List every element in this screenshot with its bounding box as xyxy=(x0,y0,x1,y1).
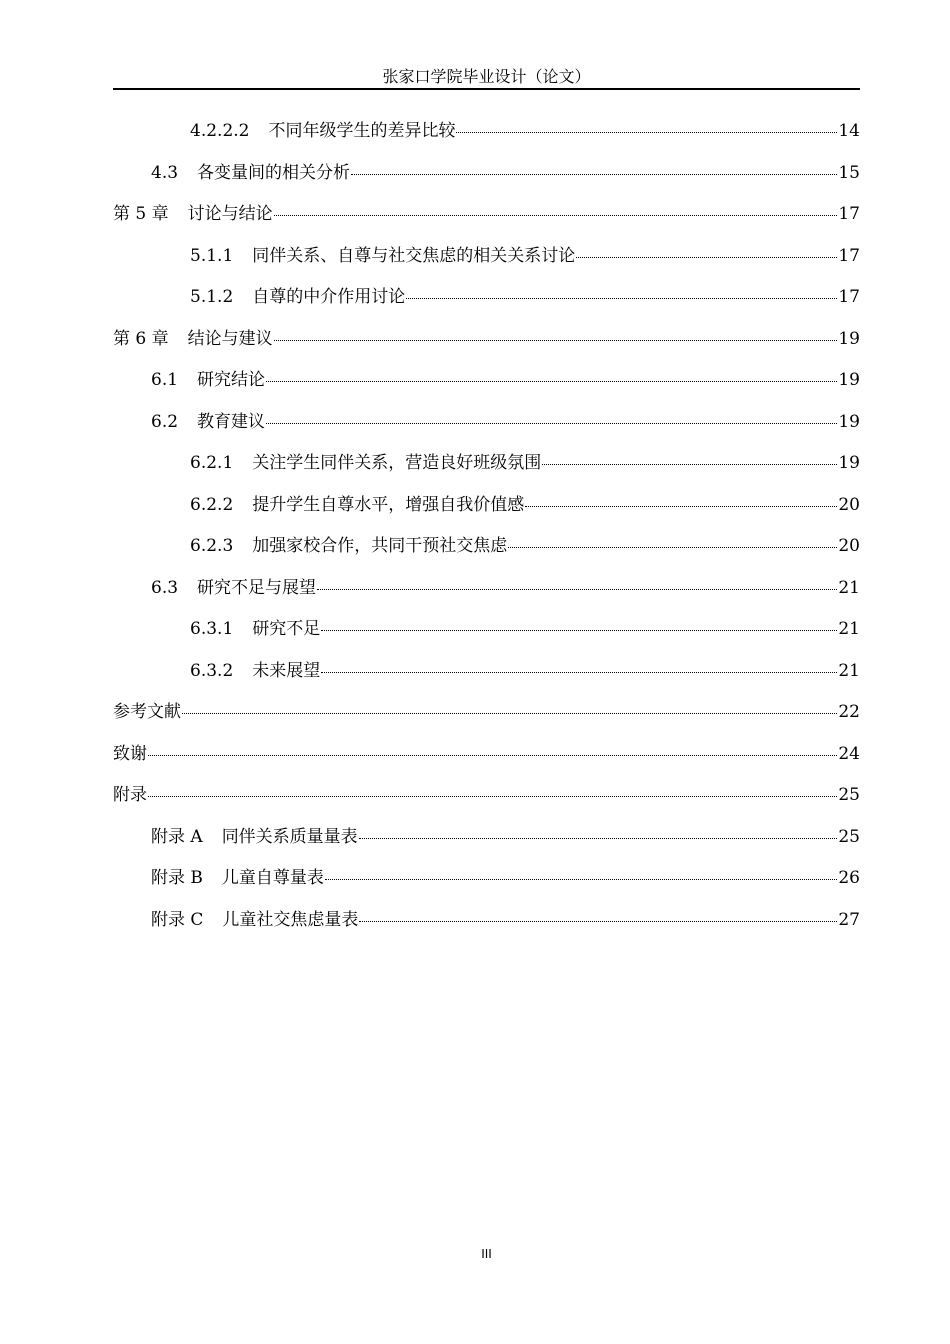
toc-entry-page: 25 xyxy=(838,826,860,847)
toc-entry[interactable] xyxy=(113,443,860,485)
toc-entry-number: 4.2.2.2 xyxy=(190,121,250,141)
toc-entry[interactable] xyxy=(113,651,860,693)
toc-entry-page: 19 xyxy=(838,453,860,473)
toc-entry-number: 6.2.1 xyxy=(190,453,234,473)
toc-entry-title: 附录 xyxy=(113,785,147,805)
toc-dot-leader xyxy=(525,506,837,507)
toc-entry-page: 21 xyxy=(838,619,860,639)
toc-entry-title: 儿童自尊量表 xyxy=(221,868,324,888)
toc-dot-leader xyxy=(456,132,837,133)
toc-entry-title: 教育建议 xyxy=(197,411,266,432)
toc-entry-title: 加强家校合作，共同干预社交焦虑 xyxy=(252,536,508,556)
toc-dot-leader xyxy=(148,796,837,797)
toc-entry-number: 6.2 xyxy=(151,411,179,432)
toc-entry[interactable] xyxy=(113,194,860,236)
toc-entry[interactable] xyxy=(113,402,860,444)
toc-entry-title: 结论与建议 xyxy=(187,328,273,349)
toc-entry-page: 20 xyxy=(838,536,860,556)
toc-entry[interactable] xyxy=(113,236,860,278)
toc-entry-number: 6.2.2 xyxy=(190,494,234,515)
toc-entry-title: 儿童社交焦虑量表 xyxy=(222,909,359,930)
toc-entry-page: 21 xyxy=(838,660,860,681)
toc-entry-number: 6.2.3 xyxy=(190,536,234,556)
toc-entry-title: 讨论与结论 xyxy=(187,204,273,224)
toc-entry-number: 第 5 章 xyxy=(113,204,169,224)
toc-entry-number: 第 6 章 xyxy=(113,328,169,349)
toc-entry-number: 附录 B xyxy=(151,868,203,888)
toc-entry-title: 致谢 xyxy=(113,743,147,764)
toc-entry-page: 17 xyxy=(838,245,860,266)
toc-entry-title: 参考文献 xyxy=(113,702,181,722)
toc-dot-leader xyxy=(359,838,838,839)
toc-dot-leader xyxy=(274,340,838,341)
toc-entry[interactable] xyxy=(113,734,860,776)
toc-entry[interactable] xyxy=(113,277,860,319)
toc-entry[interactable] xyxy=(113,568,860,610)
table-of-contents xyxy=(113,111,860,941)
toc-entry[interactable] xyxy=(113,775,860,817)
toc-entry-title: 研究不足 xyxy=(252,619,321,639)
toc-entry-page: 20 xyxy=(838,494,860,515)
toc-entry-title: 同伴关系质量量表 xyxy=(221,826,358,847)
toc-entry-title: 不同年级学生的差异比较 xyxy=(268,121,456,141)
toc-dot-leader xyxy=(576,257,837,258)
toc-entry-number: 附录 C xyxy=(151,909,204,930)
toc-entry-title: 提升学生自尊水平，增强自我价值感 xyxy=(252,494,525,515)
header-rule xyxy=(113,88,860,90)
toc-entry-title: 同伴关系、自尊与社交焦虑的相关关系讨论 xyxy=(252,245,576,266)
toc-dot-leader xyxy=(321,630,837,631)
toc-entry-number: 5.1.2 xyxy=(190,287,234,307)
toc-entry-title: 关注学生同伴关系，营造良好班级氛围 xyxy=(252,453,542,473)
toc-entry[interactable] xyxy=(113,111,860,153)
toc-entry-page: 19 xyxy=(838,370,860,390)
toc-entry[interactable] xyxy=(113,526,860,568)
toc-entry-number: 6.1 xyxy=(151,370,179,390)
toc-entry[interactable] xyxy=(113,153,860,195)
toc-dot-leader xyxy=(542,464,837,465)
toc-entry-page: 19 xyxy=(838,411,860,432)
toc-entry-number: 5.1.1 xyxy=(190,245,234,266)
toc-dot-leader xyxy=(274,215,838,216)
toc-entry[interactable] xyxy=(113,319,860,361)
toc-entry-number: 6.3.1 xyxy=(190,619,234,639)
toc-entry[interactable] xyxy=(113,485,860,527)
toc-entry[interactable] xyxy=(113,900,860,942)
toc-entry-page: 14 xyxy=(838,121,860,141)
toc-dot-leader xyxy=(266,423,837,424)
toc-entry-page: 25 xyxy=(838,785,860,805)
toc-entry-number: 6.3 xyxy=(151,577,179,598)
toc-dot-leader xyxy=(351,174,837,175)
toc-dot-leader xyxy=(317,589,837,590)
toc-dot-leader xyxy=(359,921,837,922)
toc-entry-page: 15 xyxy=(838,162,860,183)
toc-entry-title: 研究不足与展望 xyxy=(197,577,317,598)
toc-entry-title: 未来展望 xyxy=(252,660,321,681)
page-header: 张家口学院毕业设计（论文） xyxy=(382,67,591,86)
toc-dot-leader xyxy=(321,672,837,673)
toc-dot-leader xyxy=(148,755,837,756)
toc-entry-page: 24 xyxy=(838,743,860,764)
toc-entry[interactable] xyxy=(113,360,860,402)
toc-entry[interactable] xyxy=(113,817,860,859)
toc-entry-title: 研究结论 xyxy=(197,370,266,390)
toc-entry-title: 自尊的中介作用讨论 xyxy=(252,287,406,307)
toc-dot-leader xyxy=(508,547,837,548)
toc-entry-page: 17 xyxy=(838,287,860,307)
toc-dot-leader xyxy=(266,381,837,382)
toc-entry-page: 27 xyxy=(838,909,860,930)
toc-entry-page: 19 xyxy=(838,328,860,349)
toc-entry[interactable] xyxy=(113,692,860,734)
toc-dot-leader xyxy=(406,298,837,299)
toc-entry-title: 各变量间的相关分析 xyxy=(197,162,351,183)
toc-entry[interactable] xyxy=(113,609,860,651)
toc-entry-page: 22 xyxy=(838,702,860,722)
toc-entry-page: 26 xyxy=(838,868,860,888)
toc-entry-number: 附录 A xyxy=(151,826,203,847)
toc-dot-leader xyxy=(325,879,837,880)
toc-entry[interactable] xyxy=(113,858,860,900)
toc-entry-number: 6.3.2 xyxy=(190,660,234,681)
toc-entry-page: 17 xyxy=(838,204,860,224)
page-number: III xyxy=(481,1247,492,1261)
toc-entry-number: 4.3 xyxy=(151,162,179,183)
toc-dot-leader xyxy=(182,713,837,714)
toc-entry-page: 21 xyxy=(838,577,860,598)
